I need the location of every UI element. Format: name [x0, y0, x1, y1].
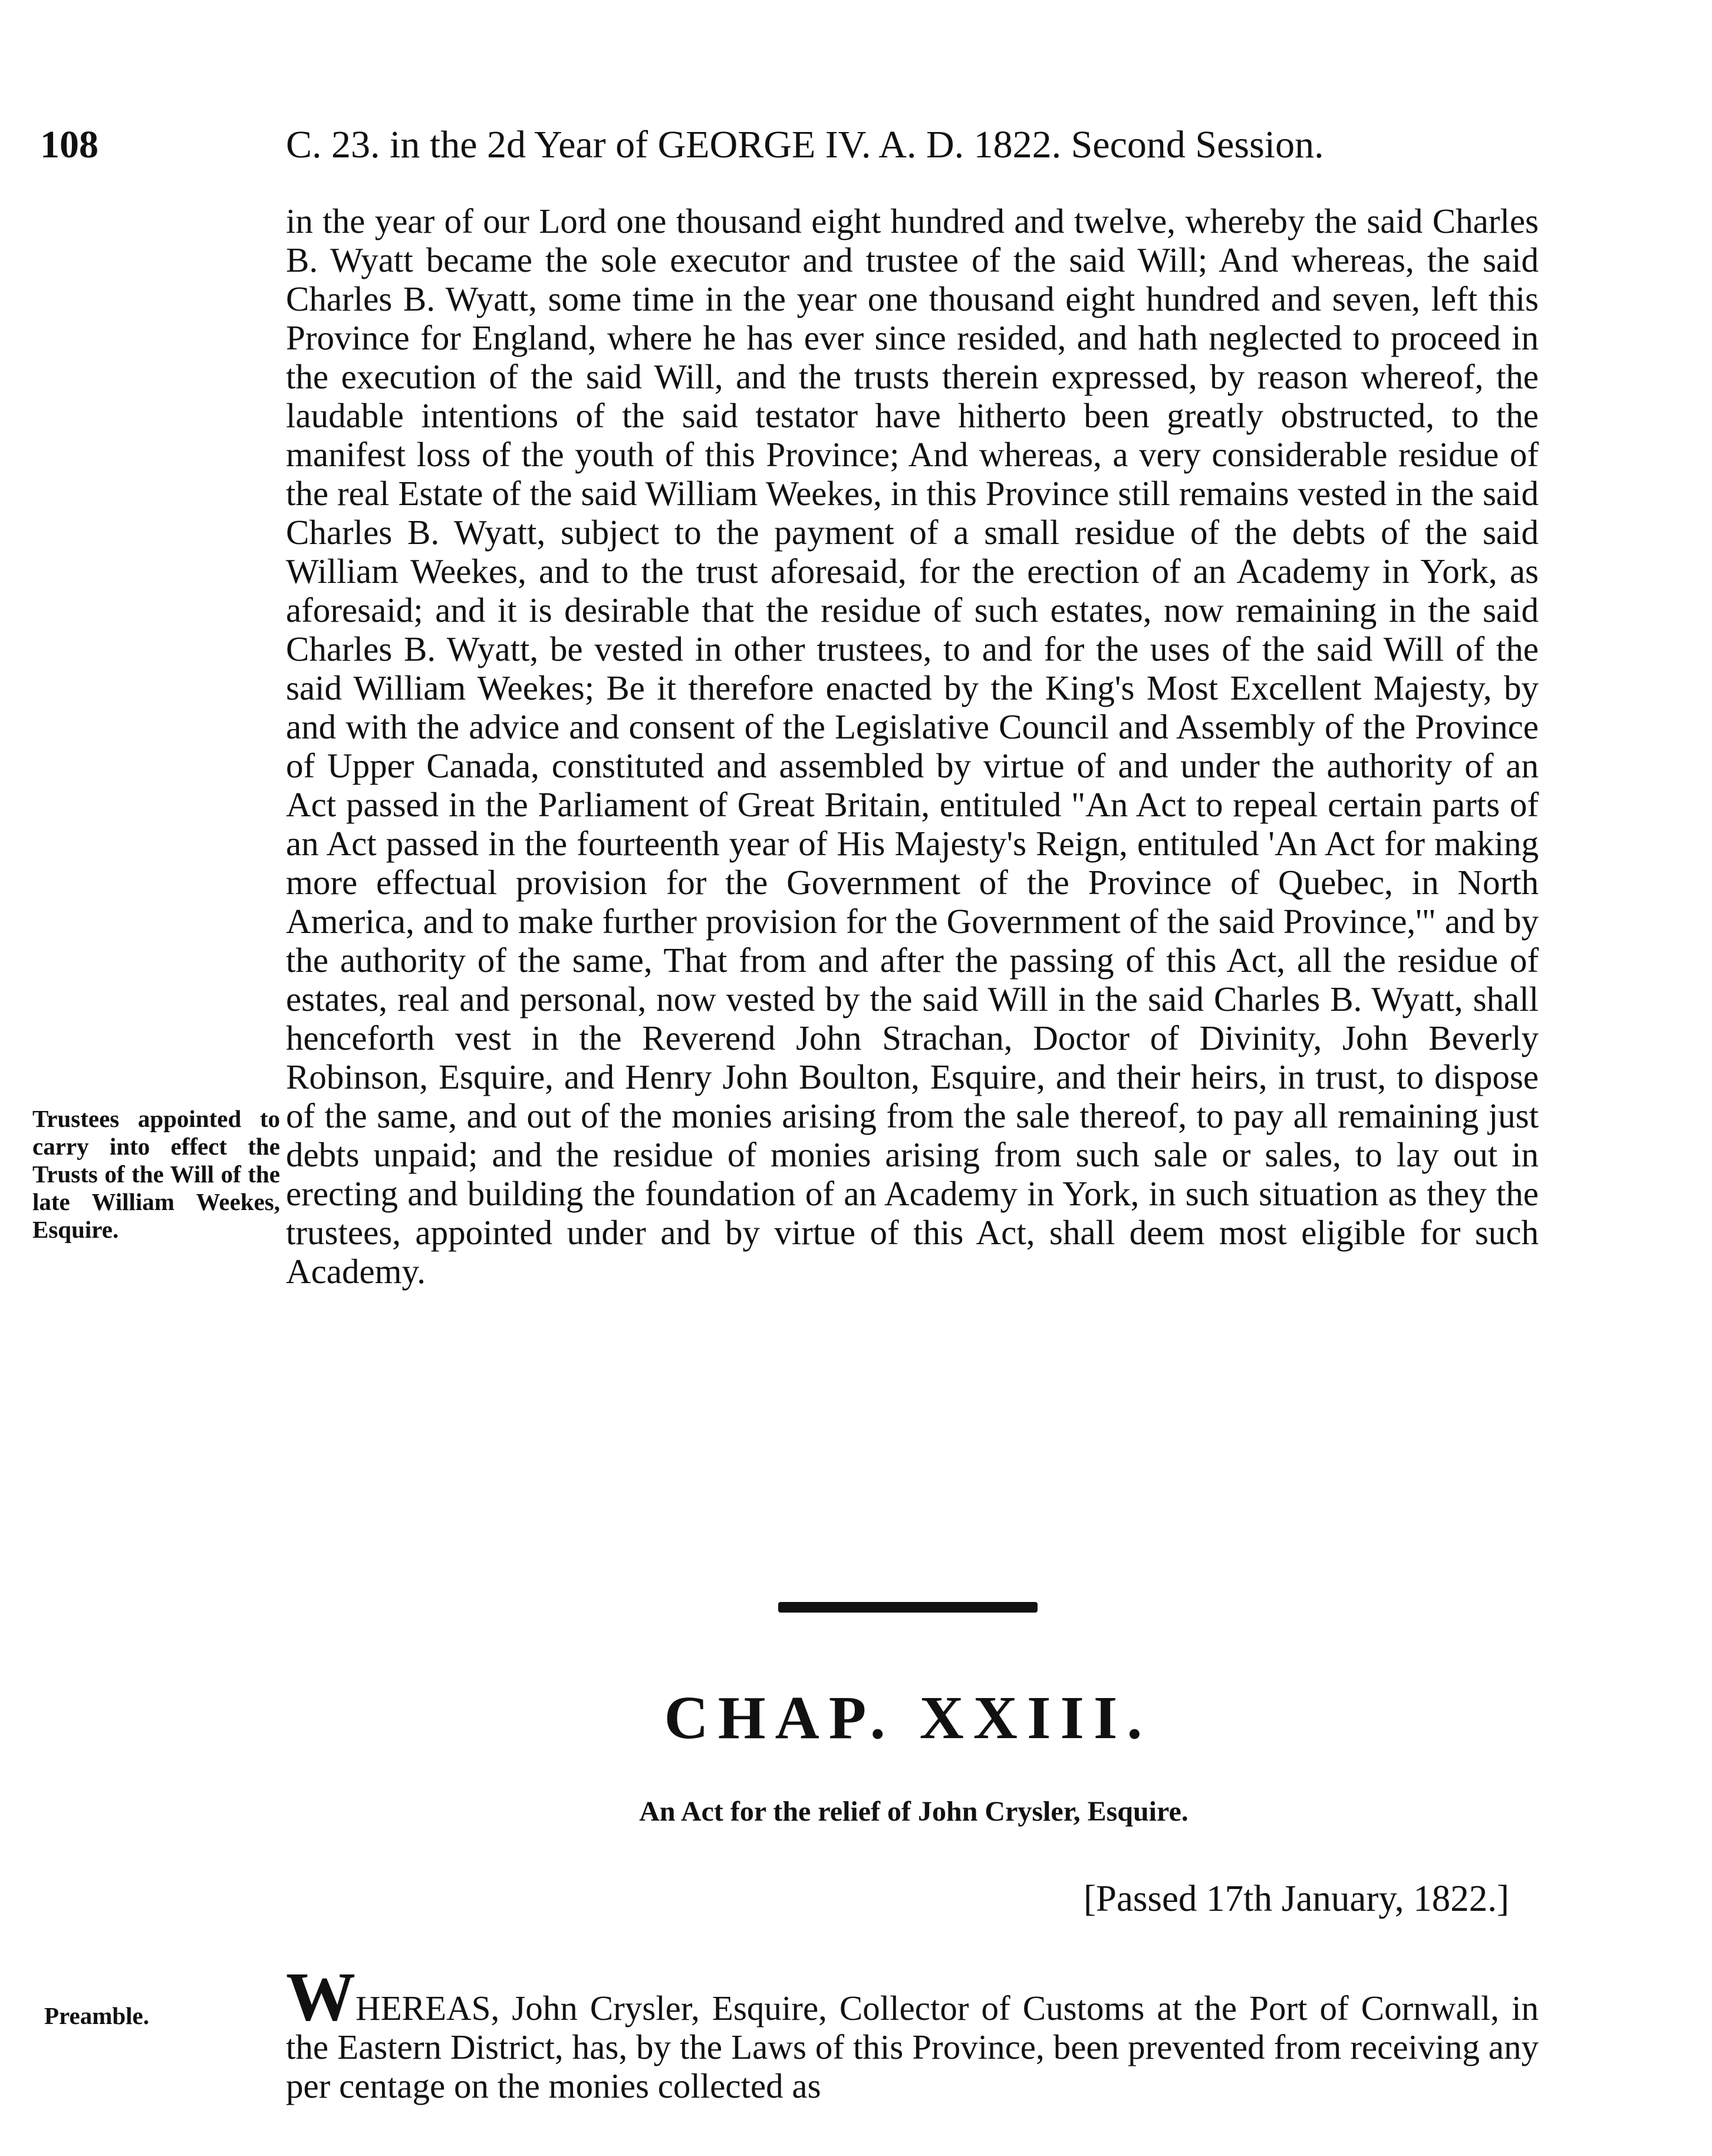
act-title: An Act for the relief of John Crysler, Esquire. [639, 1796, 1188, 1827]
sidenote-preamble: Preamble. [44, 2002, 149, 2029]
drop-cap: W [286, 1958, 355, 2035]
body-paragraph-continued: in the year of our Lord one thousand eight hundred and twelve, whereby the said Charles B. Wyatt became the sole executor and trustee of the said Will; And whereas, the said Charles B. Wyatt, some time in the year one thousand eight hundred and seven, left this Province for England, where he has ever since resided, and hath neglected to proceed in the execution of the said Will, and the trusts therein expressed, by reason whereof, the laudable intentions of the said testator have hitherto been greatly obstructed, to the manifest loss of the youth of this Province; And whereas, a very considerable residue of the real Estate of the said William Weekes, in this Province still remains vested in the said Charles B. Wyatt, subject to the payment of a small residue of the debts of the said William Weekes, and to the trust aforesaid, for the erection of an Academy in York, as aforesaid; and it is desirable that the residue of such estates, now remaining in the said Charles B. Wyatt, be vested in other trustees, to and for the uses of the said Will of the said William Weekes; Be it therefore enacted by the King's Most Excellent Majesty, by and with the advice and consent of the Legislative Council and Assembly of the Province of Upper Canada, constituted and assembled by virtue of and under the authority of an Act passed in the Parliament of Great Britain, entituled "An Act to repeal certain parts of an Act passed in the fourteenth year of His Majesty's Reign, entituled 'An Act for making more effectual provision for the Government of the Province of Quebec, in North America, and to make further provision for the Government of the said Province,'" and by the authority of the same, That from and after the passing of this Act, all the residue of estates, real and personal, now vested by the said Will in the said Charles B. Wyatt, shall henceforth vest in the Reverend John Strachan, Doctor of Divinity, John Beverly Robinson, Esquire, and Henry John Boulton, Esquire, and their heirs, in trust, to dispose of the same, and out of the monies arising from the sale thereof, to pay all remaining just debts unpaid; and the residue of monies arising from such sale or sales, to lay out in erecting and building the foundation of an Academy in York, in such situation as they the trustees, appointed under and by virtue of this Act, shall deem most eligible for such Academy. [286, 202, 1539, 1291]
passed-date: [Passed 17th January, 1822.] [1083, 1878, 1509, 1919]
chapter-title: CHAP. XXIII. [664, 1684, 1152, 1752]
preamble-text: HEREAS, John Crysler, Esquire, Collector of Customs at the Port of Cornwall, in the Eastern District, has, by the Laws of this Province, been prevented from receiving any per centage on the monies collected as [286, 1989, 1539, 2105]
body-paragraph-preamble [286, 1958, 1539, 2105]
page-number: 108 [40, 123, 98, 166]
running-header: C. 23. in the 2d Year of GEORGE IV. A. D. 1822. Second Session. [286, 123, 1324, 166]
sidenote-trustees: Trustees appointed to carry into effect the Trusts of the Will of the late William Weekes, Esquire. [32, 1105, 280, 1243]
section-divider-rule [778, 1602, 1038, 1613]
